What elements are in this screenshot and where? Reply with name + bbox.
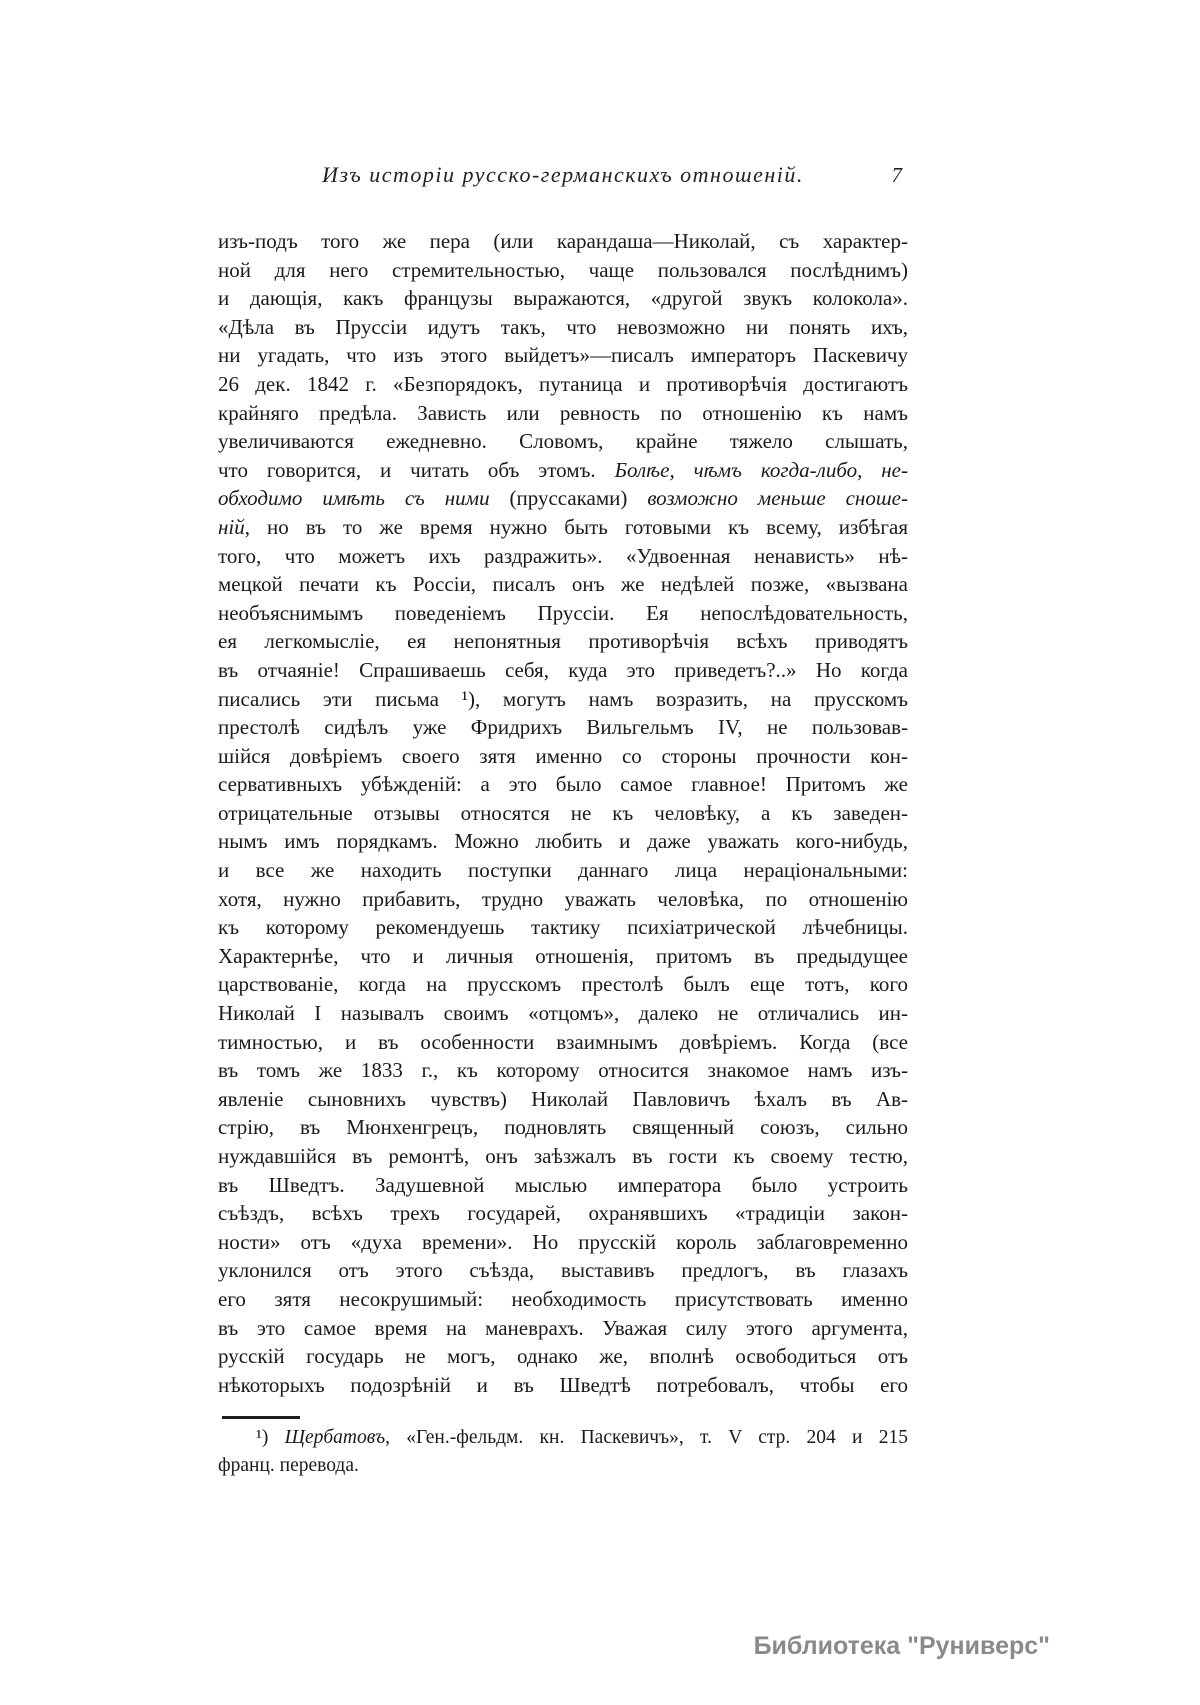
library-watermark: Библиотека "Руниверс": [753, 1632, 1050, 1660]
text-line: 26 дек. 1842 г. «Безпорядокъ, путаница и противорѣчія достигаютъ: [218, 371, 908, 396]
text-line: хотя, нужно прибавить, трудно уважать человѣка, по отношенію: [218, 886, 908, 911]
text-line: сервативныхъ убѣжденій: а это было самое главное! Притомъ же: [218, 772, 908, 797]
text-line: франц. перевода.: [218, 1454, 359, 1476]
text-line: и дающія, какъ французы выражаются, «другой звукъ колокола».: [218, 286, 908, 311]
text-line: ности» отъ «духа времени». Но прусскій король заблаговременно: [218, 1229, 908, 1254]
text-line: и все же находить поступки даннаго лица нераціональными:: [218, 858, 908, 883]
text-line: Николай I называлъ своимъ «отцомъ», далеко не отличались ин-: [218, 1001, 908, 1026]
text-line: въ отчаяніе! Спрашиваешь себя, куда это приведетъ?..» Но когда: [218, 657, 908, 682]
text-line: русскій государь не могъ, однако же, вполнѣ освободиться отъ: [218, 1344, 908, 1369]
text-line: въ Шведтъ. Задушевной мыслью императора было устроить: [218, 1172, 908, 1197]
text-line: ¹) Щербатовъ, «Ген.-фельдм. кн. Паскевичъ», т. V стр. 204 и 215: [256, 1427, 908, 1448]
text-line: ній, но въ то же время нужно быть готовыми къ всему, избѣгая: [218, 514, 908, 539]
page-header: [218, 162, 908, 188]
text-line: «Дѣла въ Пруссіи идутъ такъ, что невозможно ни понять ихъ,: [218, 314, 908, 339]
text-line: нуждавшійся въ ремонтѣ, онъ заѣзжалъ въ гости къ своему тестю,: [218, 1144, 908, 1168]
text-line: стрію, въ Мюнхенгрецъ, подновлять священный союзъ, сильно: [218, 1115, 908, 1140]
text-line: Характернѣе, что и личныя отношенія, притомъ въ предыдущее: [218, 943, 908, 968]
text-line: тимностью, и въ особенности взаимнымъ довѣріемъ. Когда (все: [218, 1029, 908, 1054]
text-line: писались эти письма ¹), могутъ намъ возразить, на прусскомъ: [218, 686, 908, 711]
text-line: ной для него стремительностью, чаще пользовался послѣднимъ): [218, 257, 908, 282]
text-line: въ это самое время на маневрахъ. Уважая силу этого аргумента,: [218, 1315, 908, 1340]
text-line: съѣздъ, всѣхъ трехъ государей, охранявшихъ «традиціи закон-: [218, 1201, 908, 1226]
text-line: увеличиваются ежедневно. Словомъ, крайне тяжело слышать,: [218, 429, 908, 454]
text-line: его зятя несокрушимый: необходимость присутствовать именно: [218, 1286, 908, 1311]
footnote: [218, 1424, 908, 1479]
text-line: нымъ имъ порядкамъ. Можно любить и даже уважать кого-нибудь,: [218, 829, 908, 854]
body-text: [218, 227, 908, 1399]
text-line: того, что можетъ ихъ раздражить». «Удвоенная ненависть» нѣ-: [218, 543, 908, 568]
text-line: необъяснимымъ поведеніемъ Пруссіи. Ея непослѣдовательность,: [218, 600, 908, 625]
text-line: изъ-подъ того же пера (или карандаша—Николай, съ характер-: [218, 229, 908, 253]
running-title: Изъ исторіи русско-германскихъ отношеній.: [322, 162, 804, 187]
page-number: 7: [891, 163, 902, 187]
text-line: шійся довѣріемъ своего зятя именно со стороны прочности кон-: [218, 743, 908, 768]
text-line: ея легкомысліе, ея непонятныя противорѣчія всѣхъ приводятъ: [218, 629, 908, 654]
text-line: отрицательные отзывы относятся не къ человѣку, а къ заведен-: [218, 800, 908, 825]
text-line: въ томъ же 1833 г., къ которому относится знакомое намъ изъ-: [218, 1058, 908, 1083]
text-line: престолѣ сидѣлъ уже Фридрихъ Вильгельмъ IV, не пользовав-: [218, 715, 908, 740]
text-line: явленіе сыновнихъ чувствъ) Николай Павловичъ ѣхалъ въ Ав-: [218, 1086, 908, 1111]
text-line: царствованіе, когда на прусскомъ престолѣ былъ еще тотъ, кого: [218, 972, 908, 997]
text-line: уклонился отъ этого съѣзда, выставивъ предлогъ, въ глазахъ: [218, 1258, 908, 1283]
text-line: мецкой печати къ Россіи, писалъ онъ же недѣлей позже, «вызвана: [218, 572, 908, 597]
text-line: обходимо имѣть съ ними (пруссаками) возможно меньше сноше-: [218, 486, 908, 511]
footnote-separator: [222, 1416, 300, 1419]
text-line: что говорится, и читать объ этомъ. Болѣе, чѣмъ когда-либо, не-: [218, 457, 908, 482]
text-line: ни угадать, что изъ этого выйдетъ»—писалъ императоръ Паскевичу: [218, 343, 908, 368]
text-line: къ которому рекомендуешь тактику психіатрической лѣчебницы.: [218, 915, 908, 940]
text-line: крайняго предѣла. Зависть или ревность по отношенію къ намъ: [218, 400, 908, 425]
text-line: нѣкоторыхъ подозрѣній и въ Шведтѣ потребовалъ, чтобы его: [218, 1372, 908, 1397]
